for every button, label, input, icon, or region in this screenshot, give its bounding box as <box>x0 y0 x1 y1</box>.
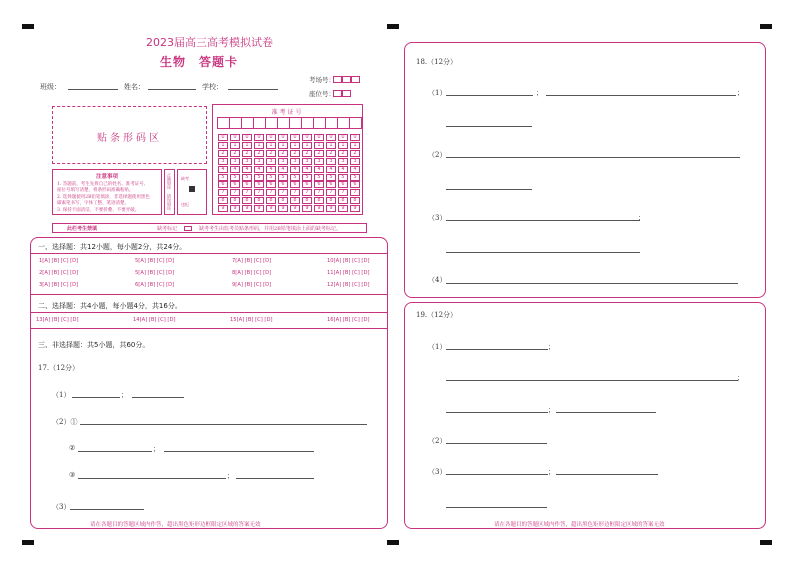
candidate-id-digit-box[interactable] <box>265 117 278 129</box>
school-field[interactable] <box>228 89 278 90</box>
candidate-id-bubble[interactable]: 8 <box>218 197 228 204</box>
candidate-id-bubble[interactable]: 7 <box>254 189 264 196</box>
candidate-id-bubble[interactable]: 5 <box>290 174 300 181</box>
candidate-id-bubble[interactable]: 8 <box>338 197 348 204</box>
q17-answer-line[interactable] <box>70 509 144 510</box>
q17-answer-line[interactable] <box>72 397 120 398</box>
semicolon: ； <box>638 214 645 222</box>
q19-answer-line[interactable] <box>446 507 547 508</box>
q17-answer-line[interactable] <box>132 397 184 398</box>
registration-mark <box>760 540 772 545</box>
candidate-id-bubble[interactable]: 3 <box>230 158 240 165</box>
divider <box>30 253 388 254</box>
q17-part2-label: （2）① <box>52 418 78 426</box>
candidate-id-bubble[interactable]: 3 <box>218 158 228 165</box>
q19-part2-label: （2） <box>428 437 447 445</box>
candidate-id-bubble[interactable]: 5 <box>266 174 276 181</box>
mcq-item[interactable]: 5[A] [B] [C] [D] <box>135 258 175 264</box>
candidate-id-bubble[interactable]: 0 <box>230 134 240 141</box>
candidate-id-bubble[interactable]: 8 <box>254 197 264 204</box>
candidate-id-bubble[interactable]: 4 <box>338 166 348 173</box>
absent-mark-box[interactable] <box>184 226 192 231</box>
q18-answer-line[interactable] <box>446 95 533 96</box>
q19-answer-line[interactable] <box>446 380 738 381</box>
notice-box <box>52 169 162 215</box>
candidate-id-bubble[interactable]: 5 <box>242 174 252 181</box>
mcq-item[interactable]: 16[A] [B] [C] [D] <box>327 317 370 323</box>
divider <box>30 312 388 313</box>
candidate-id-bubble[interactable]: 6 <box>302 181 312 188</box>
exam-room-box[interactable] <box>351 76 360 83</box>
q18-frame <box>404 42 766 298</box>
candidate-id-bubble[interactable]: 4 <box>350 166 360 173</box>
divider <box>30 294 388 295</box>
candidate-id-bubble[interactable]: 6 <box>326 181 336 188</box>
q18-answer-line[interactable] <box>446 252 640 253</box>
candidate-id-bubble[interactable]: 2 <box>242 150 252 157</box>
candidate-id-bubble[interactable]: 7 <box>266 189 276 196</box>
q17-part1-label: （1） <box>52 391 71 399</box>
q17-answer-line[interactable] <box>80 424 367 425</box>
absent-label: 缺考 <box>181 176 189 181</box>
mcq-item[interactable]: 12[A] [B] [C] [D] <box>327 282 370 288</box>
left-footer-note: 请在各题目的答题区域内作答，超出黑色矩形边框限定区域的答案无效 <box>90 522 261 528</box>
candidate-id-digit-box[interactable] <box>337 117 350 129</box>
registration-mark <box>760 24 772 29</box>
seat-box[interactable] <box>342 90 351 97</box>
candidate-id-bubble[interactable]: 5 <box>278 174 288 181</box>
candidate-id-bubble[interactable]: 6 <box>266 181 276 188</box>
q17-part2b-label: ② <box>69 444 76 452</box>
semicolon: ； <box>548 343 555 351</box>
q17-label: 17.（12分） <box>38 364 80 372</box>
candidate-id-bubble[interactable]: 5 <box>254 174 264 181</box>
candidate-id-bubble[interactable]: 7 <box>278 189 288 196</box>
candidate-id-bubble[interactable]: 6 <box>350 181 360 188</box>
q18-answer-line[interactable] <box>446 283 738 284</box>
exam-title: 2023届高三高考模拟试卷 <box>146 36 273 49</box>
candidate-id-bubble[interactable]: 1 <box>230 142 240 149</box>
q18-answer-line[interactable] <box>446 157 740 158</box>
candidate-id-digit-box[interactable] <box>289 117 302 129</box>
candidate-id-bubble[interactable]: 4 <box>326 166 336 173</box>
candidate-id-bubble[interactable]: 3 <box>302 158 312 165</box>
candidate-id-bubble[interactable]: 7 <box>326 189 336 196</box>
candidate-id-bubble[interactable]: 0 <box>254 134 264 141</box>
candidate-id-bubble[interactable]: 1 <box>218 142 228 149</box>
class-field[interactable] <box>68 89 118 90</box>
q17-part2c-label: ③ <box>69 471 76 479</box>
candidate-id-bubble[interactable]: 9 <box>302 205 312 212</box>
candidate-id-bubble[interactable]: 9 <box>278 205 288 212</box>
q17-answer-line[interactable] <box>78 451 152 452</box>
q19-answer-line[interactable] <box>556 412 656 413</box>
candidate-id-bubble[interactable]: 2 <box>326 150 336 157</box>
mcq-item[interactable]: 9[A] [B] [C] [D] <box>232 282 272 288</box>
registration-mark <box>22 24 34 29</box>
candidate-id-bubble[interactable]: 1 <box>278 142 288 149</box>
candidate-id-bubble[interactable]: 4 <box>254 166 264 173</box>
candidate-id-bubble[interactable]: 8 <box>314 197 324 204</box>
q19-answer-line[interactable] <box>446 474 548 475</box>
mcq-item[interactable]: 8[A] [B] [C] [D] <box>232 270 272 276</box>
mcq-item[interactable]: 2[A] [B] [C] [D] <box>39 270 79 276</box>
seat-label: 座位号： <box>309 90 335 98</box>
candidate-id-bubble[interactable]: 2 <box>314 150 324 157</box>
candidate-id-bubble[interactable]: 3 <box>314 158 324 165</box>
q19-answer-line[interactable] <box>446 443 547 444</box>
candidate-id-bubble[interactable]: 0 <box>266 134 276 141</box>
q19-answer-line[interactable] <box>556 474 658 475</box>
barcode-label: 贴条形码区 <box>97 133 162 144</box>
candidate-id-bubble[interactable]: 7 <box>290 189 300 196</box>
exam-room-label: 考场号： <box>309 76 335 84</box>
q17-answer-line[interactable] <box>78 478 226 479</box>
semicolon: ； <box>548 406 555 414</box>
candidate-id-bubble[interactable]: 0 <box>326 134 336 141</box>
mcq-item[interactable]: 6[A] [B] [C] [D] <box>135 282 175 288</box>
mcq-item[interactable]: 1[A] [B] [C] [D] <box>39 258 79 264</box>
candidate-id-digit-box[interactable] <box>253 117 266 129</box>
candidate-id-bubble[interactable]: 4 <box>242 166 252 173</box>
subject-title: 生物 答题卡 <box>160 55 239 69</box>
candidate-id-bubble[interactable]: 5 <box>314 174 324 181</box>
candidate-id-bubble[interactable]: 1 <box>326 142 336 149</box>
absent-bar-right: 缺考考生由监考员贴条形码，并用2B铅笔填涂上面的缺考标记。 <box>199 226 341 232</box>
q18-answer-line[interactable] <box>446 220 640 221</box>
mcq-item[interactable]: 5[A] [B] [C] [D] <box>135 270 175 276</box>
q18-part4-label: （4） <box>428 276 447 284</box>
name-field[interactable] <box>148 89 196 90</box>
candidate-id-bubble[interactable]: 7 <box>242 189 252 196</box>
q18-part3-label: （3） <box>428 214 447 222</box>
candidate-id-bubble[interactable]: 8 <box>278 197 288 204</box>
candidate-id-bubble[interactable]: 9 <box>338 205 348 212</box>
semicolon: ； <box>536 89 543 97</box>
candidate-id-digit-box[interactable] <box>217 117 230 129</box>
candidate-id-bubble[interactable]: 2 <box>290 150 300 157</box>
candidate-id-bubble[interactable]: 9 <box>314 205 324 212</box>
q17-part3-label: （3） <box>52 503 71 511</box>
q19-answer-line[interactable] <box>446 412 548 413</box>
right-footer-note: 请在各题目的答题区域内作答，超出黑色矩形边框限定区域的答案无效 <box>494 522 665 528</box>
candidate-id-bubble[interactable]: 7 <box>302 189 312 196</box>
candidate-id-bubble[interactable]: 4 <box>290 166 300 173</box>
candidate-id-digit-box[interactable] <box>325 117 338 129</box>
class-label: 班级： <box>40 83 61 91</box>
q18-part2-label: （2） <box>428 151 447 159</box>
candidate-id-bubble[interactable]: 4 <box>230 166 240 173</box>
q19-answer-line[interactable] <box>446 349 548 350</box>
candidate-id-bubble[interactable]: 8 <box>290 197 300 204</box>
candidate-id-digit-box[interactable] <box>349 117 362 129</box>
candidate-id-bubble[interactable]: 2 <box>350 150 360 157</box>
candidate-id-bubble[interactable]: 9 <box>326 205 336 212</box>
candidate-id-bubble[interactable]: 6 <box>314 181 324 188</box>
candidate-id-bubble[interactable]: 1 <box>290 142 300 149</box>
candidate-id-bubble[interactable]: 1 <box>350 142 360 149</box>
candidate-id-bubble[interactable]: 8 <box>242 197 252 204</box>
wrong-fill-label: 错误填涂 <box>167 194 172 210</box>
registration-mark <box>22 540 34 545</box>
notice-line: 座位号填写清楚，将条形码准确粘贴。 <box>57 188 134 193</box>
candidate-id-bubble[interactable]: 7 <box>230 189 240 196</box>
candidate-id-bubble[interactable]: 9 <box>218 205 228 212</box>
candidate-id-bubble[interactable]: 2 <box>338 150 348 157</box>
candidate-id-bubble[interactable]: 0 <box>290 134 300 141</box>
semicolon: ； <box>121 391 128 399</box>
barcode-area <box>52 106 207 164</box>
candidate-id-bubble[interactable]: 8 <box>350 197 360 204</box>
candidate-id-digit-box[interactable] <box>301 117 314 129</box>
candidate-id-bubble[interactable]: 3 <box>242 158 252 165</box>
candidate-id-bubble[interactable]: 5 <box>338 174 348 181</box>
candidate-id-bubble[interactable]: 5 <box>302 174 312 181</box>
section3-title: 三、非选择题：共5小题，共60分。 <box>38 341 150 349</box>
q18-answer-line[interactable] <box>546 95 736 96</box>
school-label: 学校： <box>202 83 223 91</box>
candidate-id-bubble[interactable]: 5 <box>230 174 240 181</box>
candidate-id-bubble[interactable]: 3 <box>266 158 276 165</box>
registration-mark <box>387 24 399 29</box>
filled-mark-example <box>189 186 195 192</box>
candidate-id-title: 准考证号 <box>271 109 304 116</box>
exam-room-box[interactable] <box>342 76 351 83</box>
candidate-id-bubble[interactable]: 5 <box>218 174 228 181</box>
notice-line: 碳素笔书写，字体工整、笔迹清楚。 <box>57 201 129 206</box>
candidate-id-bubble[interactable]: 3 <box>290 158 300 165</box>
candidate-id-digit-box[interactable] <box>241 117 254 129</box>
candidate-id-bubble[interactable]: 3 <box>278 158 288 165</box>
candidate-id-bubble[interactable]: 6 <box>242 181 252 188</box>
candidate-id-bubble[interactable]: 8 <box>326 197 336 204</box>
mcq-item[interactable]: 11[A] [B] [C] [D] <box>327 270 370 276</box>
candidate-id-bubble[interactable]: 7 <box>314 189 324 196</box>
q18-answer-line[interactable] <box>446 189 532 190</box>
semicolon: ； <box>737 374 744 382</box>
semicolon: ； <box>153 445 160 453</box>
candidate-id-bubble[interactable]: 7 <box>338 189 348 196</box>
q17-answer-line[interactable] <box>236 478 314 479</box>
candidate-id-bubble[interactable]: 2 <box>254 150 264 157</box>
fill-example-box <box>164 169 175 215</box>
mcq-item[interactable]: 14[A] [B] [C] [D] <box>133 317 176 323</box>
left-answer-frame <box>30 237 388 529</box>
name-label: 姓名： <box>124 83 145 91</box>
candidate-id-bubble[interactable]: 7 <box>350 189 360 196</box>
candidate-id-bubble[interactable]: 6 <box>338 181 348 188</box>
candidate-id-bubble[interactable]: 0 <box>350 134 360 141</box>
absent-bar <box>52 223 367 233</box>
mcq-item[interactable]: 13[A] [B] [C] [D] <box>36 317 79 323</box>
q17-answer-line[interactable] <box>164 451 314 452</box>
mcq-item[interactable]: 3[A] [B] [C] [D] <box>39 282 79 288</box>
candidate-id-digit-box[interactable] <box>229 117 242 129</box>
registration-mark <box>387 540 399 545</box>
candidate-id-bubble[interactable]: 6 <box>290 181 300 188</box>
candidate-id-bubble[interactable]: 2 <box>302 150 312 157</box>
candidate-id-digit-box[interactable] <box>313 117 326 129</box>
candidate-id-bubble[interactable]: 6 <box>278 181 288 188</box>
q19-frame <box>404 302 766 529</box>
candidate-id-bubble[interactable]: 1 <box>242 142 252 149</box>
candidate-id-bubble[interactable]: 9 <box>266 205 276 212</box>
candidate-id-bubble[interactable]: 3 <box>326 158 336 165</box>
candidate-id-bubble[interactable]: 6 <box>218 181 228 188</box>
notice-line: 3. 保持卡面清洁，不要折叠、不要弄破。 <box>57 208 140 213</box>
absent-bar-mid: 缺考标记 <box>157 226 178 232</box>
candidate-id-bubble[interactable]: 3 <box>338 158 348 165</box>
candidate-id-bubble[interactable]: 4 <box>278 166 288 173</box>
candidate-id-grid <box>212 104 363 215</box>
semicolon: ； <box>227 472 234 480</box>
candidate-id-bubble[interactable]: 2 <box>266 150 276 157</box>
candidate-id-bubble[interactable]: 6 <box>254 181 264 188</box>
candidate-id-bubble[interactable]: 8 <box>302 197 312 204</box>
candidate-id-bubble[interactable]: 1 <box>254 142 264 149</box>
candidate-id-bubble[interactable]: 1 <box>302 142 312 149</box>
notice-line: 2. 选择题使用2B铅笔填涂，非选择题使用黑色 <box>57 195 150 200</box>
candidate-id-bubble[interactable]: 9 <box>254 205 264 212</box>
candidate-id-bubble[interactable]: 4 <box>218 166 228 173</box>
divider <box>30 328 388 329</box>
absent-bar-left: 此栏考生禁填 <box>67 226 98 232</box>
candidate-id-bubble[interactable]: 4 <box>314 166 324 173</box>
section1-title: 一、选择题：共12小题，每小题2分，共24分。 <box>38 243 187 251</box>
candidate-id-bubble[interactable]: 2 <box>230 150 240 157</box>
candidate-id-bubble[interactable]: 9 <box>230 205 240 212</box>
q19-label: 19.（12分） <box>416 311 458 319</box>
candidate-id-bubble[interactable]: 3 <box>350 158 360 165</box>
candidate-id-bubble[interactable]: 1 <box>314 142 324 149</box>
notice-line: 1. 答题前，考生先将自己的姓名、准考证号、 <box>57 182 149 187</box>
violation-label: 违纪 <box>181 202 189 207</box>
q18-answer-line[interactable] <box>446 126 532 127</box>
seat-box[interactable] <box>333 90 342 97</box>
candidate-id-bubble[interactable]: 1 <box>266 142 276 149</box>
candidate-id-bubble[interactable]: 4 <box>302 166 312 173</box>
candidate-id-bubble[interactable]: 2 <box>218 150 228 157</box>
candidate-id-bubble[interactable]: 0 <box>218 134 228 141</box>
mcq-item[interactable]: 10[A] [B] [C] [D] <box>327 258 370 264</box>
candidate-id-bubble[interactable]: 1 <box>338 142 348 149</box>
exam-room-box[interactable] <box>333 76 342 83</box>
candidate-id-bubble[interactable]: 9 <box>290 205 300 212</box>
candidate-id-bubble[interactable]: 3 <box>254 158 264 165</box>
candidate-id-bubble[interactable]: 8 <box>230 197 240 204</box>
candidate-id-bubble[interactable]: 0 <box>278 134 288 141</box>
notice-title: 注意事项 <box>95 174 118 180</box>
candidate-id-bubble[interactable]: 9 <box>350 205 360 212</box>
candidate-id-bubble[interactable]: 0 <box>314 134 324 141</box>
candidate-id-digit-box[interactable] <box>277 117 290 129</box>
candidate-id-bubble[interactable]: 8 <box>266 197 276 204</box>
semicolon: ； <box>737 89 744 97</box>
semicolon: ； <box>548 468 555 476</box>
candidate-id-bubble[interactable]: 0 <box>242 134 252 141</box>
candidate-id-bubble[interactable]: 5 <box>326 174 336 181</box>
candidate-id-bubble[interactable]: 5 <box>350 174 360 181</box>
q18-part1-label: （1） <box>428 89 447 97</box>
candidate-id-bubble[interactable]: 2 <box>278 150 288 157</box>
section2-title: 二、选择题：共4小题，每小题4分，共16分。 <box>38 302 182 310</box>
mcq-item[interactable]: 15[A] [B] [C] [D] <box>230 317 273 323</box>
candidate-id-bubble[interactable]: 0 <box>338 134 348 141</box>
mcq-item[interactable]: 7[A] [B] [C] [D] <box>232 258 272 264</box>
absent-example-box <box>177 169 207 215</box>
q19-part1-label: （1） <box>428 343 447 351</box>
q18-label: 18.（12分） <box>416 58 458 66</box>
q19-part3-label: （3） <box>428 468 447 476</box>
candidate-id-bubble[interactable]: 6 <box>230 181 240 188</box>
candidate-id-bubble[interactable]: 7 <box>218 189 228 196</box>
candidate-id-bubble[interactable]: 0 <box>302 134 312 141</box>
candidate-id-bubble[interactable]: 9 <box>242 205 252 212</box>
correct-fill-label: 正确填涂 <box>167 173 172 189</box>
candidate-id-bubble[interactable]: 4 <box>266 166 276 173</box>
